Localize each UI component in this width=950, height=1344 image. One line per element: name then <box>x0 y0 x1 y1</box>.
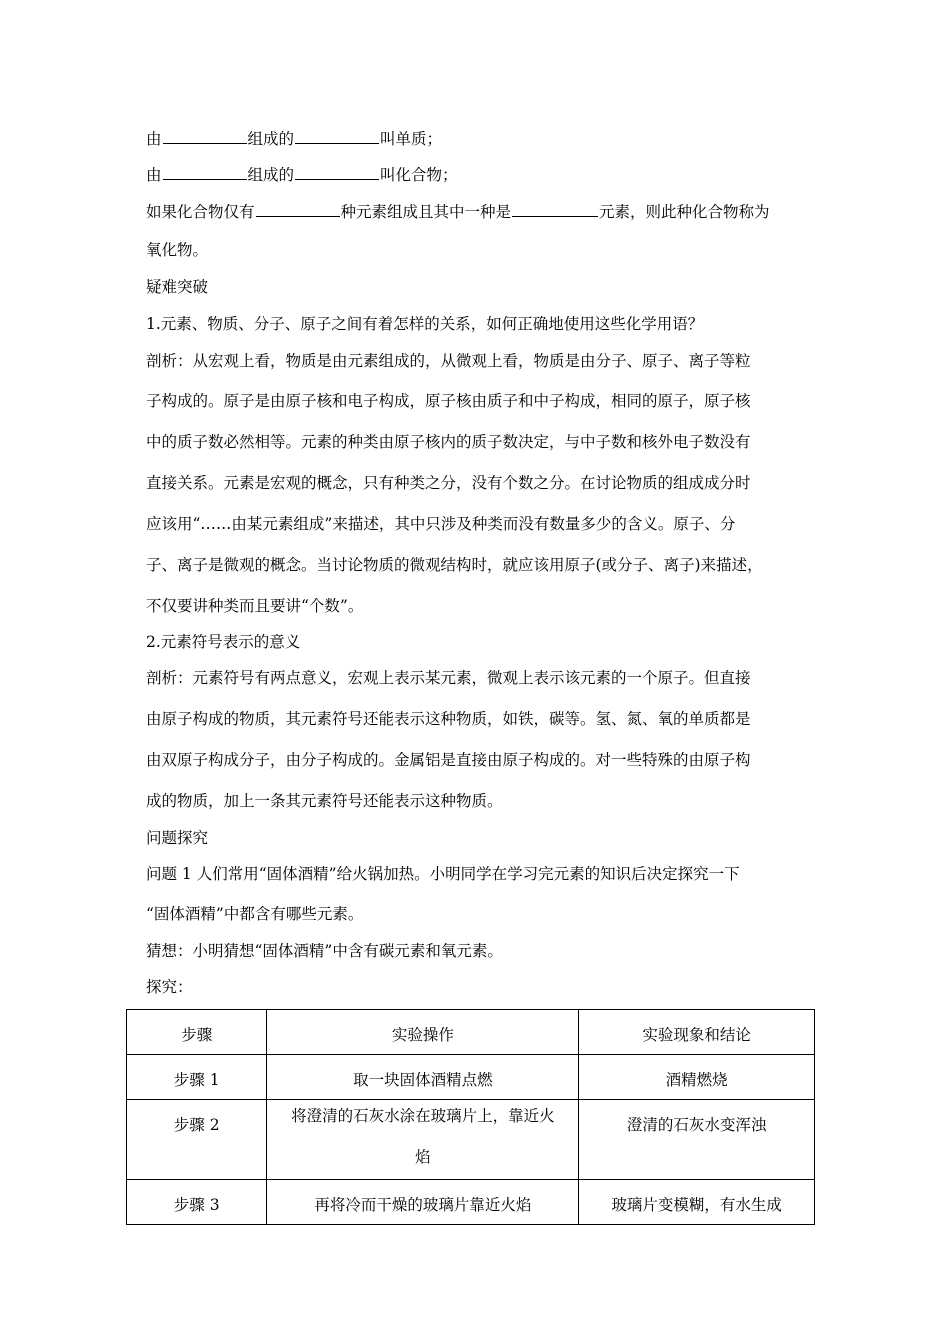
operation-cell: 再将冷而干燥的玻璃片靠近火焰 <box>267 1180 579 1225</box>
paragraph-line: 剖析：元素符号有两点意义，宏观上表示某元素，微观上表示该元素的一个原子。但直接 <box>146 669 751 687</box>
text: 组成的 <box>247 130 295 148</box>
explore-label: 探究： <box>146 978 193 996</box>
text: 元素，则此种化合物称为 <box>599 203 770 221</box>
text: 由 <box>146 130 162 148</box>
paragraph-line: 中的质子数必然相等。元素的种类由原子核内的质子数决定，与中子数和核外电子数没有 <box>146 433 751 451</box>
blank-field[interactable] <box>295 163 379 180</box>
fill-in-line-2 <box>146 163 818 185</box>
blank-field[interactable] <box>256 200 340 217</box>
paragraph-line: 剖析：从宏观上看，物质是由元素组成的，从微观上看，物质是由分子、原子、离子等粒 <box>146 352 751 370</box>
section-title-inquiry: 问题探究 <box>146 829 209 847</box>
operation-cell <box>267 1100 579 1180</box>
operation-line: 焰 <box>415 1148 431 1166</box>
paragraph-line: 由双原子构成分子，由分子构成的。金属铝是直接由原子构成的。对一些特殊的由原子构 <box>146 751 751 769</box>
blank-field[interactable] <box>163 127 247 144</box>
paragraph-line: 子构成的。原子是由原子核和电子构成，原子核由质子和中子构成，相同的原子，原子核 <box>146 392 751 410</box>
question-1-title: 1.元素、物质、分子、原子之间有着怎样的关系，如何正确地使用这些化学用语？ <box>146 315 704 333</box>
operation-cell: 取一块固体酒精点燃 <box>267 1055 579 1100</box>
operation-line: 将澄清的石灰水涂在玻璃片上，靠近火 <box>291 1107 555 1125</box>
fill-in-line-3 <box>146 200 818 222</box>
paragraph-line: 成的物质，加上一条其元素符号还能表示这种物质。 <box>146 792 503 810</box>
blank-field[interactable] <box>163 163 247 180</box>
text: 种元素组成且其中一种是 <box>340 203 512 221</box>
step-cell: 步骤 3 <box>127 1180 267 1225</box>
table-header-row <box>127 1010 815 1055</box>
question-2-title: 2.元素符号表示的意义 <box>146 633 301 651</box>
blank-field[interactable] <box>295 127 379 144</box>
table-row <box>127 1180 815 1225</box>
text: 叫单质； <box>380 130 443 148</box>
problem-1-line-1: 问题 1 人们常用“固体酒精”给火锅加热。小明同学在学习完元素的知识后决定探究一下 <box>146 865 740 883</box>
step-cell: 步骤 2 <box>127 1100 267 1180</box>
header-cell: 实验操作 <box>267 1010 579 1055</box>
table-row <box>127 1100 815 1180</box>
text: 如果化合物仅有 <box>146 203 255 221</box>
result-cell: 酒精燃烧 <box>579 1055 815 1100</box>
text: 叫化合物； <box>380 166 458 184</box>
paragraph-line: 由原子构成的物质，其元素符号还能表示这种物质，如铁，碳等。氢、氮、氧的单质都是 <box>146 710 751 728</box>
fill-in-line-1 <box>146 127 818 149</box>
paragraph-line: 应该用“……由某元素组成”来描述，其中只涉及种类而没有数量多少的含义。原子、分 <box>146 515 736 533</box>
paragraph-line: 子、离子是微观的概念。当讨论物质的微观结构时，就应该用原子(或分子、离子)来描述， <box>146 556 763 574</box>
problem-1-line-2: “固体酒精”中都含有哪些元素。 <box>146 905 364 923</box>
blank-field[interactable] <box>512 200 598 217</box>
table-row <box>127 1055 815 1100</box>
text: 由 <box>146 166 162 184</box>
section-title-difficulties: 疑难突破 <box>146 278 209 296</box>
result-cell: 澄清的石灰水变浑浊 <box>579 1100 815 1180</box>
text: 组成的 <box>247 166 295 184</box>
header-cell: 实验现象和结论 <box>579 1010 815 1055</box>
paragraph-line: 不仅要讲种类而且要讲“个数”。 <box>146 597 364 615</box>
hypothesis: 猜想：小明猜想“固体酒精”中含有碳元素和氧元素。 <box>146 942 503 960</box>
experiment-table <box>126 1009 815 1225</box>
step-cell: 步骤 1 <box>127 1055 267 1100</box>
fill-in-line-4: 氧化物。 <box>146 241 209 259</box>
result-cell: 玻璃片变模糊，有水生成 <box>579 1180 815 1225</box>
header-cell: 步骤 <box>127 1010 267 1055</box>
paragraph-line: 直接关系。元素是宏观的概念，只有种类之分，没有个数之分。在讨论物质的组成成分时 <box>146 474 751 492</box>
